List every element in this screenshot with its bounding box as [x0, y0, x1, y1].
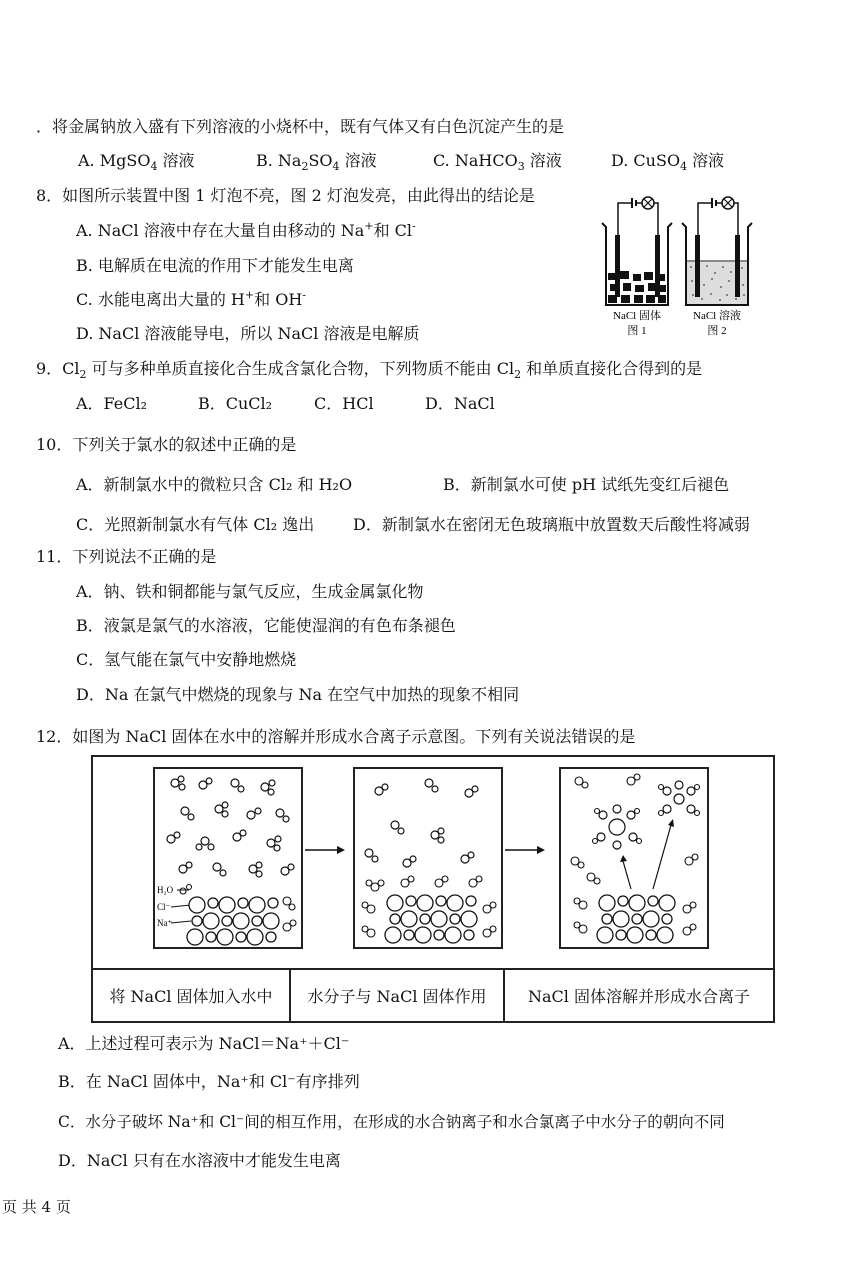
q9-option-a: A．FeCl₂: [76, 394, 148, 413]
q9-option-c: C．HCl: [314, 394, 374, 413]
fig1-label: NaCl 固体: [613, 310, 661, 322]
q10-option-c: C．光照新制氯水有气体 Cl₂ 逸出: [76, 515, 315, 534]
q7-option-b: B. $Na_2SO_4$ 溶液: [256, 151, 377, 174]
q12-option-c: C．水分子破坏 Na⁺和 Cl⁻间的相互作用，在形成的水合钠离子和水合氯离子中水分子的朝向不同: [58, 1113, 725, 1131]
caption-step-1: 将 NaCl 固体加入水中: [109, 987, 273, 1006]
h2o-label: H₂O: [157, 885, 174, 895]
fig1-caption: 图 1: [627, 325, 647, 337]
q8-option-b: B. 电解质在电流的作用下才能发生电离: [76, 256, 354, 275]
q8-apparatus-figure: [596, 195, 766, 340]
q10-option-b: B．新制氯水可使 pH 试纸先变红后褪色: [443, 475, 730, 494]
panel-2-drawing: [355, 769, 501, 947]
figure-panel-3: [559, 767, 709, 949]
q11-stem: 11．下列说法不正确的是: [36, 547, 217, 566]
q11-option-d: D．Na 在氯气中燃烧的现象与 Na 在空气中加热的现象不相同: [76, 685, 520, 704]
q10-option-a: A．新制氯水中的微粒只含 Cl₂ 和 H₂O: [76, 475, 353, 494]
panel-3-drawing: [561, 769, 707, 947]
nacl-dissolution-figure: [91, 755, 775, 1023]
q8-option-a: A. NaCl 溶液中存在大量自由移动的 Na+和 Cl-: [76, 219, 416, 240]
q12-stem: 12．如图为 NaCl 固体在水中的溶解并形成水合离子示意图。下列有关说法错误的是: [36, 727, 636, 746]
q8-option-d: D. NaCl 溶液能导电，所以 NaCl 溶液是电解质: [76, 324, 420, 343]
q11-option-c: C．氢气能在氯气中安静地燃烧: [76, 650, 297, 669]
q9-option-b: B．CuCl₂: [198, 394, 273, 413]
q8-stem: 8．如图所示装置中图 1 灯泡不亮，图 2 灯泡发亮，由此得出的结论是: [36, 186, 535, 205]
q7-option-a: A. MgSO$_4$ 溶液: [78, 151, 195, 174]
figure-panel-1: [153, 767, 303, 949]
q12-option-b: B．在 NaCl 固体中，Na⁺和 Cl⁻有序排列: [58, 1072, 360, 1091]
figure-panel-2: [353, 767, 503, 949]
q11-option-a: A．钠、铁和铜都能与氯气反应，生成金属氯化物: [76, 582, 424, 601]
q7-option-c: C. NaHCO$_3$ 溶液: [433, 151, 562, 174]
q9-option-d: D．NaCl: [425, 394, 495, 413]
q7-stem: ．将金属钠放入盛有下列溶液的小烧杯中，既有气体又有白色沉淀产生的是: [36, 117, 565, 136]
q10-stem: 10．下列关于氯水的叙述中正确的是: [36, 435, 297, 454]
q8-option-c: C. 水能电离出大量的 H+和 OH-: [76, 288, 306, 309]
q11-option-b: B．液氯是氯气的水溶液，它能使湿润的有色布条褪色: [76, 616, 456, 635]
page-footer: 页 共 4 页: [2, 1198, 71, 1216]
arrow-2-icon: [503, 843, 545, 857]
arrow-1-icon: [303, 843, 345, 857]
caption-step-3: NaCl 固体溶解并形成水合离子: [528, 987, 750, 1006]
beaker-2: [682, 197, 752, 305]
q10-option-d: D．新制氯水在密闭无色玻璃瓶中放置数天后酸性将减弱: [353, 515, 750, 534]
beaker-1: [602, 197, 672, 305]
figure-caption-row: [93, 968, 773, 1023]
q7-option-d: D. CuSO$_4$ 溶液: [611, 151, 725, 174]
fig2-caption: 图 2: [707, 325, 727, 337]
q12-option-a: A．上述过程可表示为 NaCl＝Na⁺＋Cl⁻: [58, 1034, 350, 1053]
panel-1-drawing: [155, 769, 301, 947]
caption-step-2: 水分子与 NaCl 固体作用: [307, 987, 487, 1006]
q9-stem: 9．$Cl_2$ 可与多种单质直接化合生成含氯化合物，下列物质不能由 $Cl_2$ 和单质直接化合得到的是: [36, 359, 703, 382]
fig2-label: NaCl 溶液: [693, 310, 741, 322]
q12-option-d: D．NaCl 只有在水溶液中才能发生电离: [58, 1151, 341, 1170]
na-label: Na⁺: [157, 918, 173, 928]
cl-label: Cl⁻: [157, 902, 171, 912]
